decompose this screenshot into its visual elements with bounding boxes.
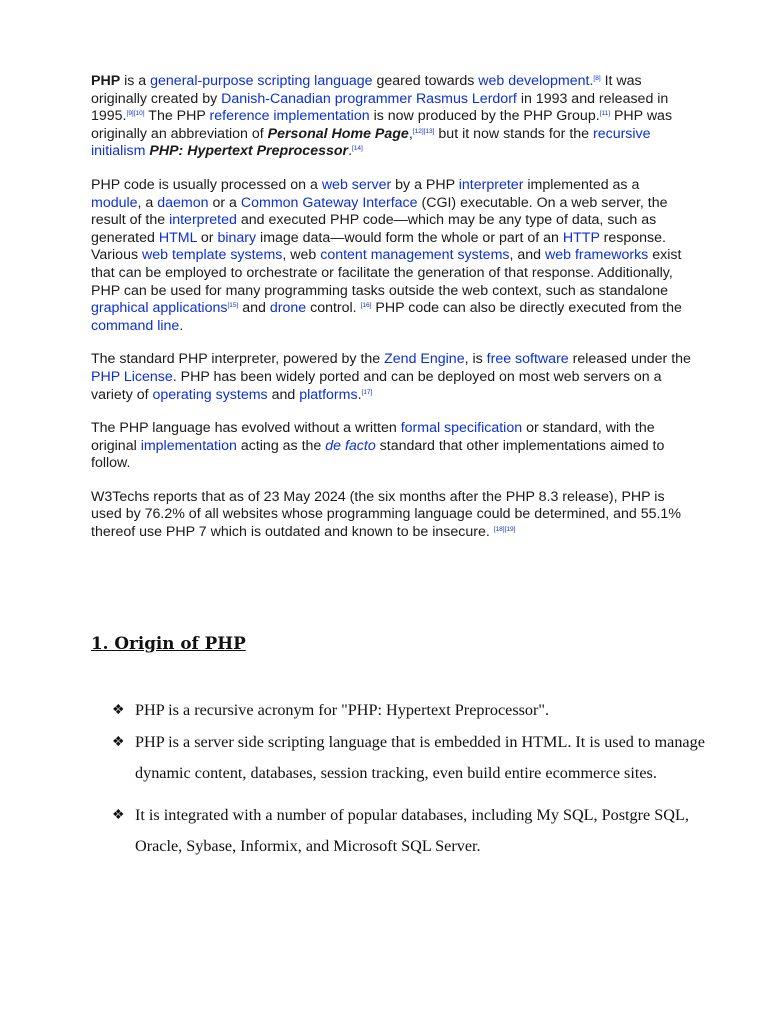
list-item xyxy=(112,727,712,790)
diamond-bullet-icon: ❖ xyxy=(112,703,125,718)
list-item xyxy=(112,695,712,727)
body-text: but it now stands for the xyxy=(434,125,593,142)
wiki-link[interactable]: HTML xyxy=(158,229,197,246)
body-text: or standard, with the original xyxy=(91,420,655,454)
body-text: , and xyxy=(509,247,545,264)
citation-ref[interactable]: [18][19] xyxy=(493,526,516,534)
wiki-link[interactable]: programmer xyxy=(334,90,412,107)
wiki-link[interactable]: interpreter xyxy=(458,176,524,193)
body-text: standard that other implementations aimed to follow. xyxy=(91,437,665,472)
wiki-link[interactable]: Rasmus Lerdorf xyxy=(415,90,517,107)
body-text: PHP code is usually processed on a xyxy=(91,176,322,193)
body-text: , web xyxy=(282,247,321,264)
citation-ref[interactable]: [17] xyxy=(361,388,373,396)
list-item-text: PHP is a server side scripting language that is embedded in HTML. It is used to manage dynamic content, databases, session tracking, even build entire ecommerce sites. xyxy=(135,732,705,782)
body-text: . xyxy=(357,386,362,403)
body-text: It was originally created by xyxy=(91,73,642,107)
paragraph-specification xyxy=(91,420,691,473)
wiki-link[interactable]: platforms xyxy=(299,386,358,403)
wiki-link[interactable]: graphical applications xyxy=(91,300,228,317)
body-text: released under the xyxy=(568,351,691,368)
list-item-text: PHP is a recursive acronym for "PHP: Hypertext Preprocessor". xyxy=(135,701,550,719)
citation-ref[interactable]: [15] xyxy=(227,302,239,310)
wiki-link[interactable]: Zend Engine xyxy=(384,351,465,368)
body-text: (CGI) executable. On a web server, the result of the xyxy=(91,194,668,229)
paragraph-processing xyxy=(91,177,691,335)
list-item-text: It is integrated with a number of popular databases, including My SQL, Postgre SQL, Oracle, Sybase, Informix, and Microsoft SQL Server. xyxy=(135,805,689,855)
body-text: acting as the xyxy=(236,437,326,454)
wiki-link[interactable]: de facto xyxy=(325,437,376,454)
bullet-list xyxy=(112,695,712,863)
body-text: in 1993 and released in 1995. xyxy=(91,90,669,125)
body-text: is a xyxy=(120,73,151,89)
paragraph-interpreter xyxy=(91,351,691,404)
body-text: geared towards xyxy=(372,73,479,89)
body-text: control. xyxy=(306,300,361,317)
wiki-link[interactable]: . xyxy=(589,73,594,89)
wiki-link[interactable]: binary xyxy=(217,229,257,246)
body-text: and xyxy=(267,386,300,403)
citation-ref[interactable]: [14] xyxy=(352,145,363,153)
emphasis-text: Personal Home Page xyxy=(267,125,409,142)
paragraph-usage-stats xyxy=(91,489,691,542)
emphasis-text: PHP: Hypertext Preprocessor xyxy=(149,143,349,160)
wiki-link[interactable]: web server xyxy=(321,176,392,193)
body-text: and executed PHP code—which may be any type of data, such as generated xyxy=(91,212,657,246)
wiki-link[interactable]: Danish-Canadian xyxy=(221,90,331,107)
wiki-link[interactable]: web template systems xyxy=(142,247,283,264)
body-text: , xyxy=(408,125,413,142)
wiki-link[interactable]: web development xyxy=(478,73,590,89)
body-text: . xyxy=(179,317,184,334)
body-text: image data—would form the whole or part of an xyxy=(256,229,563,246)
body-text: The standard PHP interpreter, powered by the xyxy=(91,351,385,368)
body-text: implemented as a xyxy=(523,176,640,193)
body-text: The PHP xyxy=(144,108,210,125)
body-text: PHP was originally an abbreviation of xyxy=(91,108,673,142)
wiki-link[interactable]: content management systems xyxy=(320,247,510,264)
body-text: , is xyxy=(464,351,487,368)
section-heading: 1. Origin of PHP xyxy=(91,633,246,653)
article-body xyxy=(91,73,691,558)
wiki-link[interactable]: Common Gateway Interface xyxy=(240,194,418,211)
body-text: is now produced by the PHP Group. xyxy=(369,108,600,125)
body-text: W3Techs reports that as of 23 May 2024 (the six months after the PHP 8.3 release), PHP is used by 76.2% of all websites whose programming language could be determined, and 55.1% thereof use PHP 7 which is outdated and known to be insecure. xyxy=(91,488,681,541)
citation-ref[interactable]: [16] xyxy=(360,302,372,310)
citation-ref[interactable]: [12][13] xyxy=(412,127,435,135)
wiki-link[interactable]: operating systems xyxy=(152,386,268,403)
diamond-bullet-icon: ❖ xyxy=(112,807,125,823)
list-item xyxy=(112,800,712,863)
wiki-link[interactable]: PHP License xyxy=(91,368,173,385)
wiki-link[interactable]: general-purpose scripting language xyxy=(150,73,373,89)
body-text: The PHP language has evolved without a written xyxy=(91,420,401,437)
body-text: . PHP has been widely ported and can be deployed on most web servers on a variety of xyxy=(91,368,662,403)
body-text: . xyxy=(348,143,353,160)
wiki-link[interactable]: web frameworks xyxy=(544,247,649,264)
wiki-link[interactable]: recursive initialism xyxy=(91,125,651,160)
wiki-link[interactable]: formal specification xyxy=(400,420,523,437)
citation-ref[interactable]: [8] xyxy=(593,75,601,82)
wiki-link[interactable]: drone xyxy=(269,300,307,317)
emphasis-text: PHP xyxy=(91,73,121,89)
paragraph-intro xyxy=(91,73,691,161)
wiki-link[interactable]: implementation xyxy=(140,437,237,454)
body-text: by a PHP xyxy=(391,176,459,193)
wiki-link[interactable]: module xyxy=(91,194,138,211)
body-text: exist that can be employed to orchestrate or facilitate the generation of that response. Additionally, PHP can be used for many programming tasks outside the web context, such as standalone xyxy=(91,247,682,299)
wiki-link[interactable]: interpreted xyxy=(169,212,237,229)
body-text: PHP code can also be directly executed from the xyxy=(371,300,682,317)
wiki-link[interactable]: free software xyxy=(486,351,569,368)
wiki-link[interactable]: HTTP xyxy=(562,229,600,246)
citation-ref[interactable]: [11] xyxy=(599,110,611,118)
body-text: and xyxy=(238,300,270,317)
wiki-link[interactable]: command line xyxy=(91,317,180,334)
body-text: , a xyxy=(137,194,158,211)
wiki-link[interactable]: daemon xyxy=(157,194,209,211)
body-text: or xyxy=(196,229,218,246)
body-text: response. Various xyxy=(91,229,666,264)
wiki-link[interactable]: reference implementation xyxy=(209,108,370,125)
body-text: or a xyxy=(208,194,241,211)
citation-ref[interactable]: [9][10] xyxy=(126,110,145,118)
diamond-bullet-icon: ❖ xyxy=(112,734,125,750)
